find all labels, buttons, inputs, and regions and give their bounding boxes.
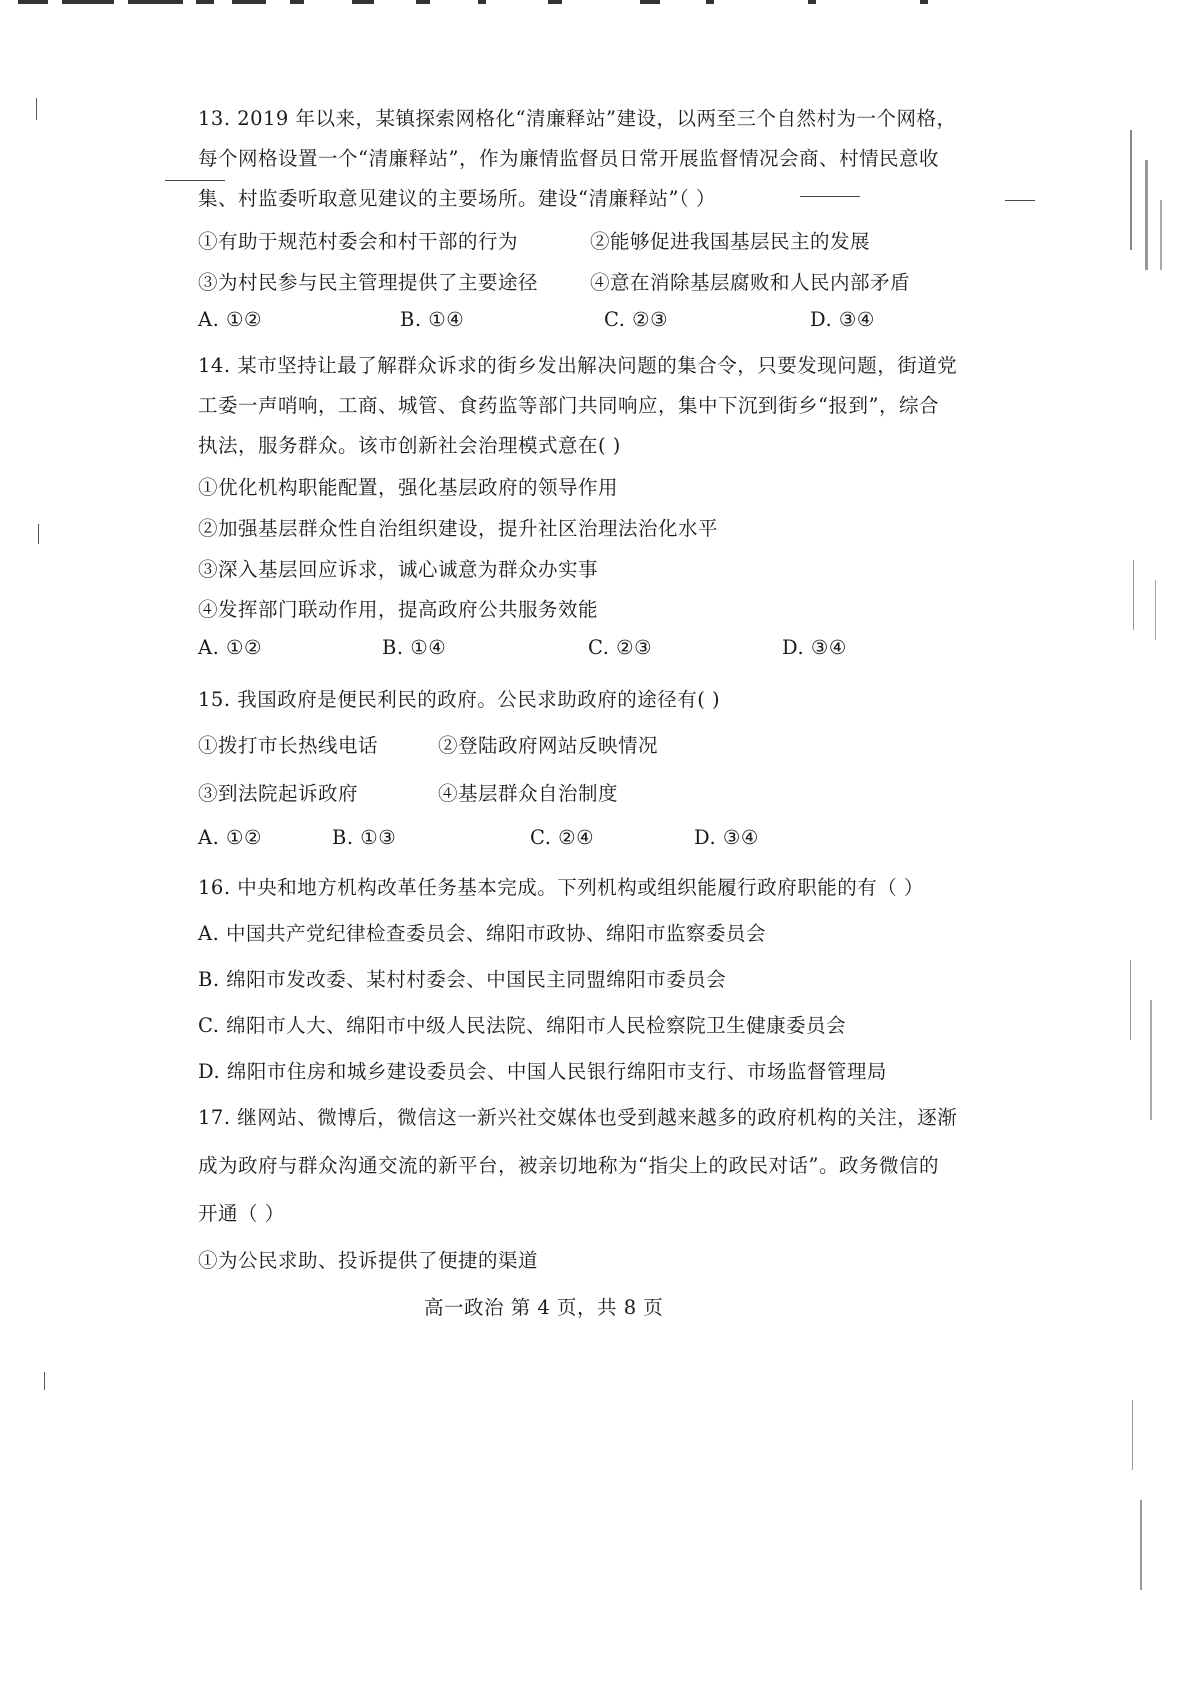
q17-statement-1: ①为公民求助、投诉提供了便捷的渠道: [198, 1249, 539, 1272]
scan-artifact: [1160, 200, 1162, 270]
q15-statement-1: ①拨打市长热线电话: [198, 734, 379, 757]
scan-artifact: [1155, 580, 1156, 640]
q14-line-1: 14. 某市坚持让最了解群众诉求的街乡发出解决问题的集合令，只要发现问题，街道党: [198, 354, 958, 377]
q16-choice-a: A. 中国共产党纪律检查委员会、绵阳市政协、绵阳市监察委员会: [198, 922, 766, 945]
q16-choice-d: D. 绵阳市住房和城乡建设委员会、中国人民银行绵阳市支行、市场监督管理局: [198, 1060, 887, 1083]
scan-artifact: [1150, 1000, 1152, 1120]
q15-choice-c: C. ②④: [530, 826, 595, 849]
q14-line-3: 执法，服务群众。该市创新社会治理模式意在( ): [198, 434, 621, 457]
q14-choice-a: A. ①②: [198, 636, 262, 659]
q14-line-2: 工委一声哨响，工商、城管、食药监等部门共同响应，集中下沉到街乡“报到”，综合: [198, 394, 939, 417]
q15-statement-3: ③到法院起诉政府: [198, 782, 359, 805]
q17-line-1: 17. 继网站、微博后，微信这一新兴社交媒体也受到越来越多的政府机构的关注，逐渐: [198, 1106, 958, 1129]
q14-statement-3: ③深入基层回应诉求，诚心诚意为群众办实事: [198, 558, 599, 581]
page-footer: 高一政治 第 4 页，共 8 页: [424, 1296, 664, 1319]
q16-choice-c: C. 绵阳市人大、绵阳市中级人民法院、绵阳市人民检察院卫生健康委员会: [198, 1014, 847, 1037]
q13-choice-a: A. ①②: [198, 308, 262, 331]
q14-choice-c: C. ②③: [588, 636, 653, 659]
q14-statement-2: ②加强基层群众性自治组织建设，提升社区治理法治化水平: [198, 517, 719, 540]
q13-line-3: 集、村监委听取意见建议的主要场所。建设“清廉释站”（ ）: [198, 187, 716, 210]
scan-artifact: [44, 1372, 45, 1390]
q17-line-2: 成为政府与群众沟通交流的新平台，被亲切地称为“指尖上的政民对话”。政务微信的: [198, 1154, 939, 1177]
scan-artifact: [1132, 1400, 1133, 1470]
scan-edge-marks: [0, 0, 1182, 5]
q16-choice-b: B. 绵阳市发改委、某村村委会、中国民主同盟绵阳市委员会: [198, 968, 727, 991]
q13-choice-c: C. ②③: [604, 308, 669, 331]
scan-artifact: [38, 524, 39, 544]
q15-choice-b: B. ①③: [332, 826, 397, 849]
q15-statement-4: ④基层群众自治制度: [438, 782, 619, 805]
scan-dash: [165, 180, 225, 181]
q13-statement-4: ④意在消除基层腐败和人民内部矛盾: [590, 271, 911, 294]
q15-statement-2: ②登陆政府网站反映情况: [438, 734, 659, 757]
q15-line-1: 15. 我国政府是便民利民的政府。公民求助政府的途径有( ): [198, 688, 721, 711]
scan-dash: [800, 196, 860, 197]
q14-statement-4: ④发挥部门联动作用，提高政府公共服务效能: [198, 598, 599, 621]
q13-choice-d: D. ③④: [810, 308, 875, 331]
scan-artifact: [1140, 1500, 1142, 1590]
q13-statement-3: ③为村民参与民主管理提供了主要途径: [198, 271, 539, 294]
scan-dash: [1005, 200, 1035, 201]
q13-statement-1: ①有助于规范村委会和村干部的行为: [198, 230, 519, 253]
q13-statement-2: ②能够促进我国基层民主的发展: [590, 230, 871, 253]
q16-line-1: 16. 中央和地方机构改革任务基本完成。下列机构或组织能履行政府职能的有（ ）: [198, 876, 924, 899]
scan-artifact: [1133, 560, 1134, 630]
q14-statement-1: ①优化机构职能配置，强化基层政府的领导作用: [198, 476, 619, 499]
scan-artifact: [36, 98, 37, 120]
scan-artifact: [1130, 960, 1131, 1040]
q13-choice-b: B. ①④: [400, 308, 465, 331]
scan-artifact: [1130, 130, 1132, 250]
q15-choice-a: A. ①②: [198, 826, 262, 849]
q15-choice-d: D. ③④: [694, 826, 759, 849]
q14-choice-b: B. ①④: [382, 636, 447, 659]
scan-artifact: [1145, 160, 1148, 270]
q13-line-2: 每个网格设置一个“清廉释站”，作为廉情监督员日常开展监督情况会商、村情民意收: [198, 147, 939, 170]
q14-choice-d: D. ③④: [782, 636, 847, 659]
q13-line-1: 13. 2019 年以来，某镇探索网格化“清廉释站”建设，以两至三个自然村为一个网格，: [198, 107, 957, 130]
q17-line-3: 开通（ ）: [198, 1202, 285, 1225]
